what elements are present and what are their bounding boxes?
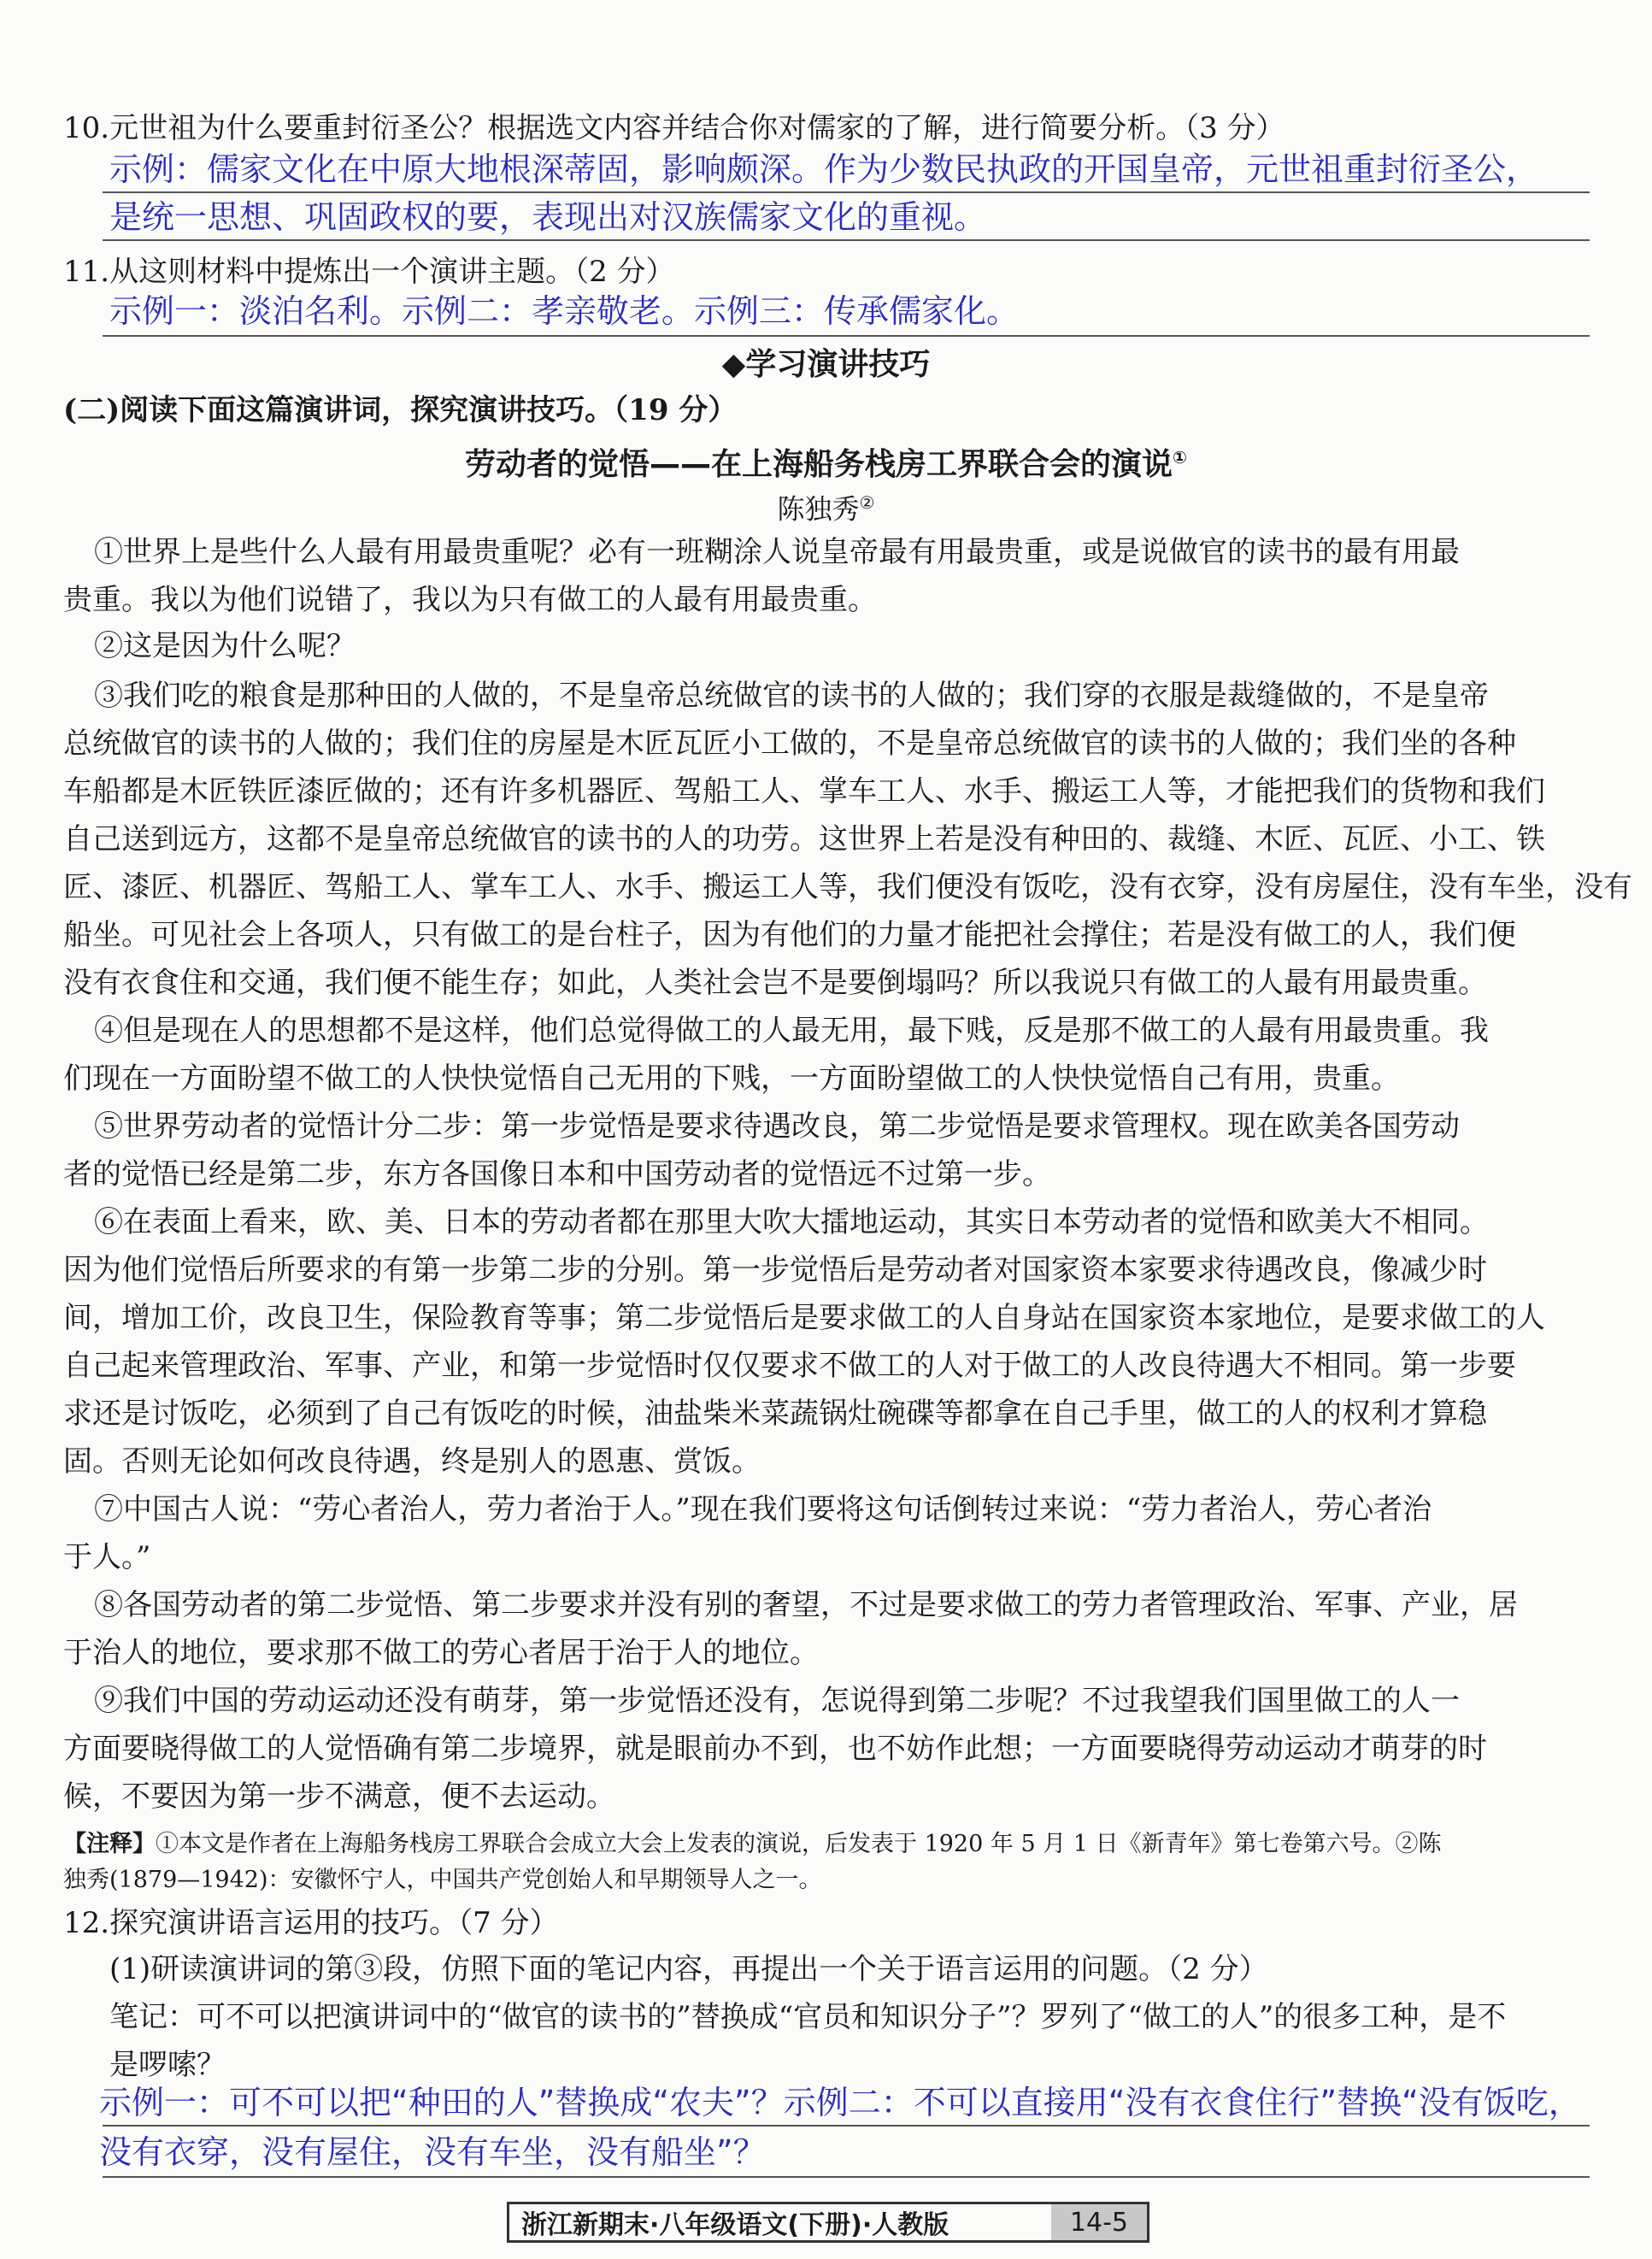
footnote-line2: 独秀(1879—1942)：安徽怀宁人，中国共产党创始人和早期领导人之一。 [63,1867,822,1893]
page-footer [507,2202,1149,2243]
para4-line1: ④但是现在人的思想都不是这样，他们总觉得做工的人最无用，最下贱，反是那不做工的人最有用最贵重。我 [94,1014,1489,1048]
para6-line2: 因为他们觉悟后所要求的有第一步第二步的分别。第一步觉悟后是劳动者对国家资本家要求待遇改良，像减少时 [63,1253,1487,1287]
article-author [0,484,1652,528]
q12-answer-line2: 没有衣穿，没有屋住，没有车坐，没有船坐”？ [99,2133,766,2171]
q11-question: 11.从这则材料中提炼出一个演讲主题。（2 分） [63,255,675,289]
para5-line2: 者的觉悟已经是第二步，东方各国像日本和中国劳动者的觉悟远不过第一步。 [63,1157,1051,1191]
q11-answer: 示例一：淡泊名利。示例二：孝亲敬老。示例三：传承儒家化。 [109,292,1020,330]
answer-rule [103,239,1590,241]
section-heading: ◆学习演讲技巧 [721,347,931,382]
para6-line1: ⑥在表面上看来，欧、美、日本的劳动者都在那里大吹大擂地运动，其实日本劳动者的觉悟和欧美大不相同。 [94,1205,1489,1239]
para7-line2: 于人。” [63,1540,151,1574]
footer-title: 浙江新期末·八年级语文(下册)·人教版 [521,2210,949,2240]
answer-rule [103,2176,1590,2178]
author-note-mark: ② [859,492,875,513]
part2-intro: (二)阅读下面这篇演讲词，探究演讲技巧。（19 分） [63,393,738,427]
para3-line6: 船坐。可见社会上各项人，只有做工的是台柱子，因为有他们的力量才能把社会撑住；若是没有做工的人，我们便 [63,918,1516,952]
para9-line2: 方面要晓得做工的人觉悟确有第二步境界，就是眼前办不到，也不妨作此想；一方面要晓得劳动运动才萌芽的时 [63,1732,1487,1766]
para6-line5: 求还是讨饭吃，必须到了自己有饭吃的时候，油盐柴米菜蔬锅灶碗碟等都拿在自己手里，做工的人的权利才算稳 [63,1397,1487,1431]
article-title-text: 劳动者的觉悟——在上海船务栈房工界联合会的演说 [465,447,1173,482]
para3-line7: 没有衣食住和交通，我们便不能生存；如此，人类社会岂不是要倒塌吗？所以我说只有做工的人最有用最贵重。 [63,966,1487,1000]
para3-line2: 总统做官的读书的人做的；我们住的房屋是木匠瓦匠小工做的，不是皇帝总统做官的读书的人做的；我们坐的各种 [63,727,1516,761]
para3-line4: 自己送到远方，这都不是皇帝总统做官的读书的人的功劳。这世界上若是没有种田的、裁缝、木匠、瓦匠、小工、铁 [63,822,1545,856]
para9-line1: ⑨我们中国的劳动运动还没有萌芽，第一步觉悟还没有，怎说得到第二步呢？不过我望我们国里做工的人一 [94,1684,1460,1718]
para1-line1: ①世界上是些什么人最有用最贵重呢？必有一班糊涂人说皇帝最有用最贵重，或是说做官的读书的最有用最 [94,535,1460,569]
para1-line2: 贵重。我以为他们说错了，我以为只有做工的人最有用最贵重。 [63,583,877,617]
para5-line1: ⑤世界劳动者的觉悟计分二步：第一步觉悟是要求待遇改良，第二步觉悟是要求管理权。现在欧美各国劳动 [94,1109,1460,1144]
para3-line5: 匠、漆匠、机器匠、驾船工人、掌车工人、水手、搬运工人等，我们便没有饭吃，没有衣穿，没有房屋住，没有车坐，没有 [63,870,1632,904]
para8-line1: ⑧各国劳动者的第二步觉悟、第二步要求并没有别的奢望，不过是要求做工的劳力者管理政治、军事、产业，居 [94,1588,1518,1622]
para9-line3: 候，不要因为第一步不满意，便不去运动。 [63,1780,615,1814]
article-title [0,438,1652,485]
q10-answer-line2: 是统一思想、巩固政权的要，表现出对汉族儒家文化的重视。 [109,198,987,236]
para8-line2: 于治人的地位，要求那不做工的劳心者居于治于人的地位。 [63,1636,819,1670]
answer-rule [103,335,1590,337]
answer-rule [103,191,1590,193]
q10-question: 10.元世祖为什么要重封衍圣公？根据选文内容并结合你对儒家的了解，进行简要分析。（3 分） [63,111,1285,145]
footnote-label: 【注释】 [63,1831,156,1857]
para3-line1: ③我们吃的粮食是那种田的人做的，不是皇帝总统做官的读书的人做的；我们穿的衣服是裁缝做的，不是皇帝 [94,679,1489,713]
answer-rule [103,2125,1590,2127]
para3-line3: 车船都是木匠铁匠漆匠做的；还有许多机器匠、驾船工人、掌车工人、水手、搬运工人等，才能把我们的货物和我们 [63,774,1545,809]
q12-sub1: (1)研读演讲词的第③段，仿照下面的笔记内容，再提出一个关于语言运用的问题。（2 分） [109,1952,1268,1986]
para4-line2: 们现在一方面盼望不做工的人快快觉悟自己无用的下贱，一方面盼望做工的人快快觉悟自己有用，贵重。 [63,1062,1400,1096]
footnote-line1 [63,1827,1442,1862]
para2-line1: ②这是因为什么呢？ [94,629,356,663]
q12-note-line1: 笔记：可不可以把演讲词中的“做官的读书的”替换成“官员和知识分子”？罗列了“做工的人”的很多工种，是不 [109,2000,1507,2034]
q12-note-line2: 是啰嗦？ [109,2048,226,2082]
page-number: 14-5 [1051,2204,1147,2240]
q12-question: 12.探究演讲语言运用的技巧。（7 分） [63,1906,559,1940]
q10-answer-line1: 示例：儒家文化在中原大地根深蒂固，影响颇深。作为少数民执政的开国皇帝，元世祖重封衍圣公， [109,150,1539,188]
para6-line3: 间，增加工价，改良卫生，保险教育等事；第二步觉悟后是要求做工的人自身站在国家资本家地位，是要求做工的人 [63,1301,1545,1335]
article-title-note-mark: ① [1173,447,1187,468]
para6-line4: 自己起来管理政治、军事、产业，和第一步觉悟时仅仅要求不做工的人对于做工的人改良待遇大不相同。第一步要 [63,1349,1516,1383]
q12-answer-line1: 示例一：可不可以把“种田的人”替换成“农夫”？示例二：不可以直接用“没有衣食住行”替换“没有饭吃， [99,2084,1581,2121]
author-name: 陈独秀 [777,492,860,526]
para6-line6: 固。否则无论如何改良待遇，终是别人的恩惠、赏饭。 [63,1444,761,1479]
footnote-text1: ①本文是作者在上海船务栈房工界联合会成立大会上发表的演说，后发表于 1920 年 5 月 1 日《新青年》第七卷第六号。②陈 [156,1831,1442,1857]
para7-line1: ⑦中国古人说：“劳心者治人，劳力者治于人。”现在我们要将这句话倒转过来说：“劳力者治人，劳心者治 [94,1492,1432,1527]
